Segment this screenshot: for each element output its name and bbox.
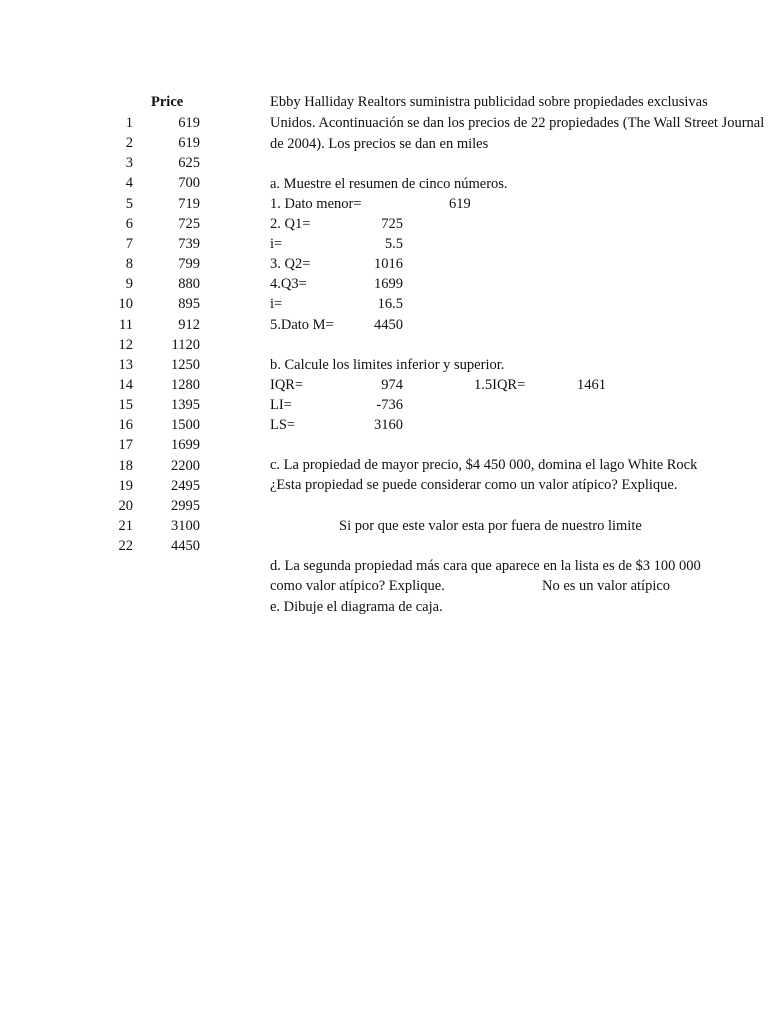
- row-number: 4: [125, 175, 133, 191]
- row-number: 8: [125, 256, 133, 272]
- intro-line-1: Ebby Halliday Realtors suministra publicidad sobre propiedades exclusivas: [270, 94, 708, 110]
- part-d-answer: No es un valor atípico: [542, 578, 671, 594]
- ls-label: LS=: [270, 417, 296, 433]
- row-number: 13: [118, 357, 133, 373]
- part-d-line-1: d. La segunda propiedad más cara que aparece en la lista es de $3 100 000: [270, 558, 701, 574]
- price-cell: 1120: [171, 337, 200, 353]
- price-cell: 619: [178, 135, 200, 151]
- part-e-title: e. Dibuje el diagrama de caja.: [270, 599, 443, 615]
- row-number: 17: [118, 437, 133, 453]
- price-cell: 895: [178, 296, 200, 312]
- price-cell: 799: [178, 256, 200, 272]
- iqr15-value: 1461: [577, 377, 606, 393]
- li-value: -736: [376, 397, 403, 413]
- price-cell: 1250: [171, 357, 200, 373]
- price-cell: 625: [178, 155, 200, 171]
- price-column-header: Price: [151, 94, 184, 110]
- price-cell: 880: [178, 276, 200, 292]
- price-cell: 2200: [171, 458, 200, 474]
- part-d-line-2: como valor atípico? Explique.: [270, 578, 445, 594]
- row-number: 15: [118, 397, 133, 413]
- row-number: 9: [125, 276, 133, 292]
- q3-value: 1699: [374, 276, 403, 292]
- price-cell: 1395: [171, 397, 200, 413]
- q1-label: 2. Q1=: [270, 216, 311, 232]
- dato-mayor-label: 5.Dato M=: [270, 317, 334, 333]
- part-c-answer: Si por que este valor esta por fuera de nuestro limite: [339, 518, 642, 534]
- q1-value: 725: [381, 216, 403, 232]
- q2-value: 1016: [374, 256, 403, 272]
- row-number: 2: [125, 135, 133, 151]
- price-cell: 739: [178, 236, 200, 252]
- row-number: 12: [118, 337, 133, 353]
- iqr-label: IQR=: [270, 377, 304, 393]
- iqr15-label: 1.5IQR=: [474, 377, 526, 393]
- i2-label: i=: [270, 296, 283, 312]
- i1-value: 5.5: [384, 236, 403, 252]
- row-number: 10: [118, 296, 133, 312]
- dato-menor-value: 619: [449, 196, 471, 212]
- price-cell: 2495: [171, 478, 200, 494]
- price-cell: 3100: [171, 518, 200, 534]
- price-cell: 1699: [171, 437, 200, 453]
- row-number: 1: [125, 115, 133, 131]
- price-cell: 2995: [171, 498, 200, 514]
- price-cell: 700: [178, 175, 200, 191]
- price-cell: 1280: [171, 377, 200, 393]
- i2-value: 16.5: [377, 296, 403, 312]
- part-c-line-1: c. La propiedad de mayor precio, $4 450 000, domina el lago White Rock: [270, 457, 698, 473]
- row-number: 18: [118, 458, 133, 474]
- price-cell: 1500: [171, 417, 200, 433]
- dato-menor-label: 1. Dato menor=: [270, 196, 362, 212]
- row-number: 14: [118, 377, 133, 393]
- row-number: 5: [125, 196, 133, 212]
- ls-value: 3160: [374, 417, 403, 433]
- price-cell: 725: [178, 216, 200, 232]
- price-cell: 719: [178, 196, 200, 212]
- row-number: 16: [118, 417, 133, 433]
- q2-label: 3. Q2=: [270, 256, 311, 272]
- price-cell: 912: [178, 317, 200, 333]
- row-number: 3: [125, 155, 133, 171]
- row-number: 22: [118, 538, 133, 554]
- part-a-title: a. Muestre el resumen de cinco números.: [270, 176, 508, 192]
- row-number: 7: [125, 236, 133, 252]
- row-number: 19: [118, 478, 133, 494]
- part-b-title: b. Calcule los limites inferior y superior.: [270, 357, 505, 373]
- dato-mayor-value: 4450: [374, 317, 403, 333]
- intro-line-2: Unidos. Acontinuación se dan los precios de 22 propiedades (The Wall Street Journal: [270, 115, 765, 131]
- row-number: 11: [119, 317, 133, 333]
- row-number: 21: [118, 518, 133, 534]
- price-cell: 4450: [171, 538, 200, 554]
- row-number: 6: [125, 216, 133, 232]
- i1-label: i=: [270, 236, 283, 252]
- price-cell: 619: [178, 115, 200, 131]
- part-c-line-2: ¿Esta propiedad se puede considerar como un valor atípico? Explique.: [270, 477, 678, 493]
- row-number: 20: [118, 498, 133, 514]
- intro-line-3: de 2004). Los precios se dan en miles: [270, 136, 489, 152]
- q3-label: 4.Q3=: [270, 276, 307, 292]
- iqr-value: 974: [381, 377, 403, 393]
- li-label: LI=: [270, 397, 292, 413]
